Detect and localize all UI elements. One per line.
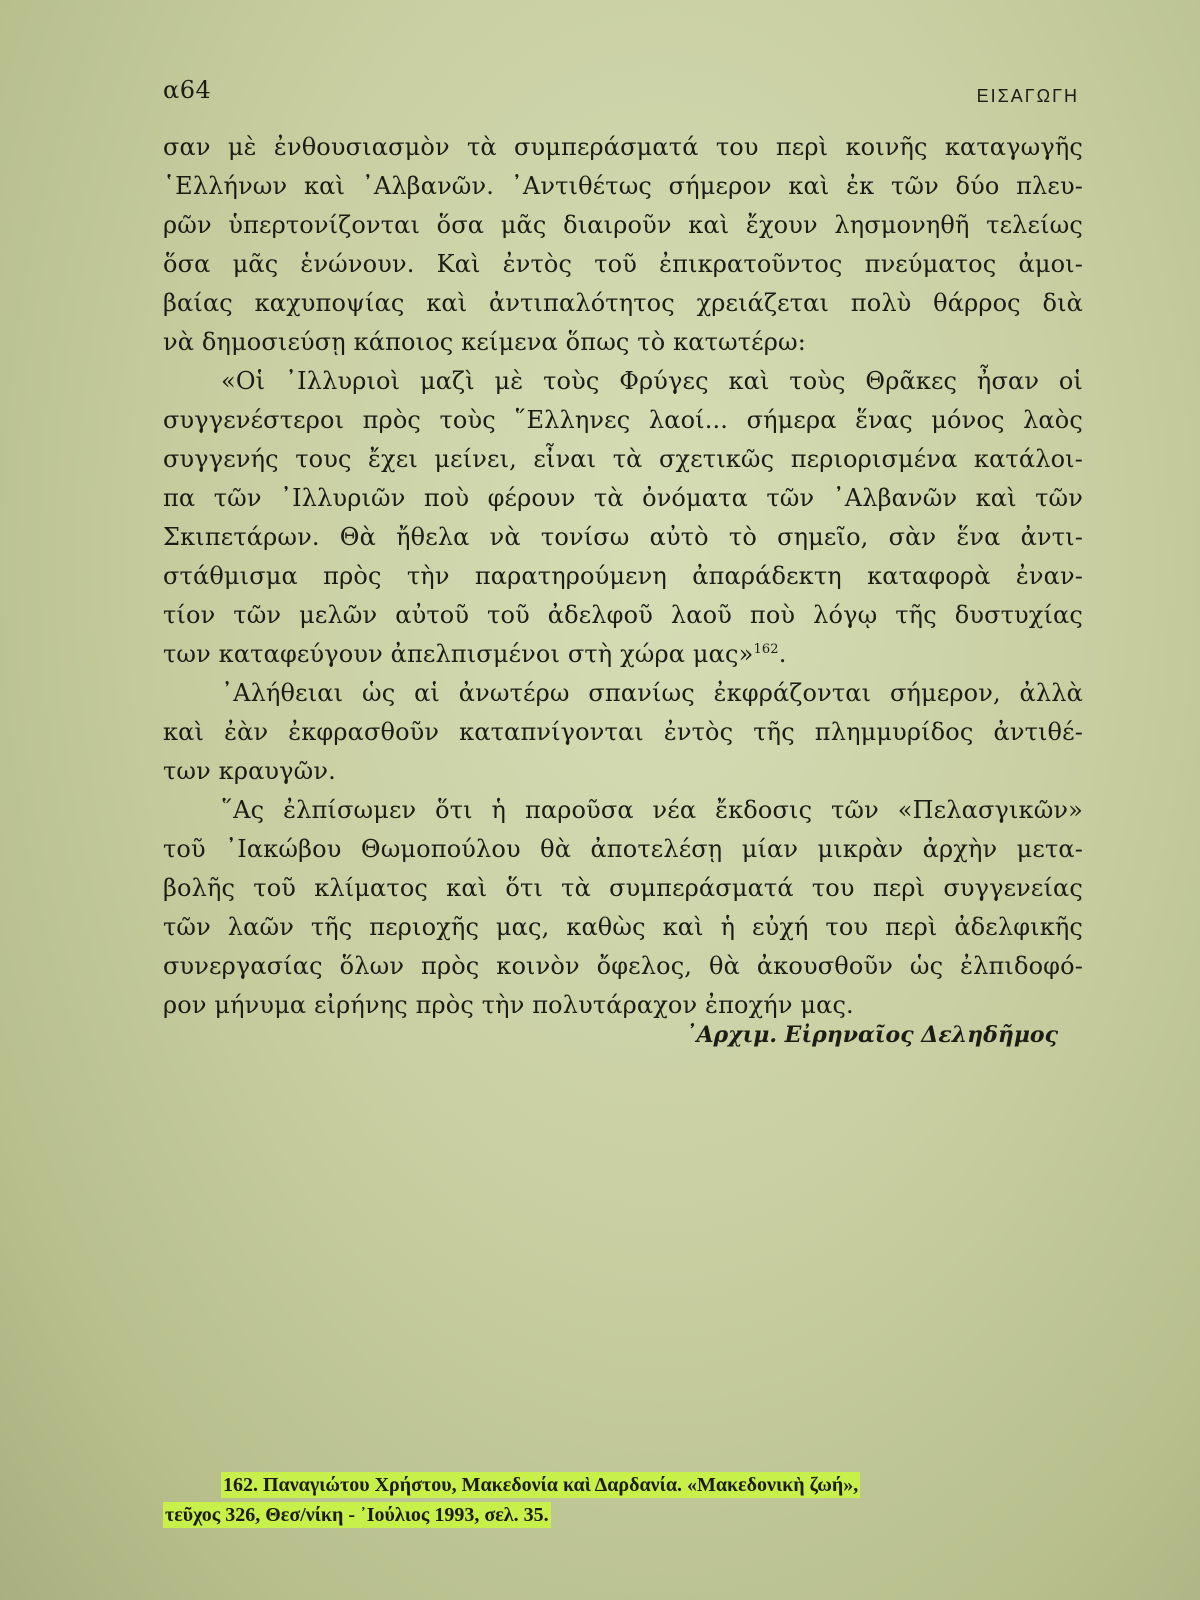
text-line: των καταφεύγουν ἀπελπισμένοι στὴ χώρα μας» <box>163 640 754 668</box>
footnote-line <box>163 1470 1063 1500</box>
text-line: καὶ ἐὰν ἐκφρασθοῦν καταπνίγονται ἐντὸς τῆς πλημμυρίδος ἀντιθέ- <box>163 718 1083 746</box>
text-line: ρον μήνυμα εἰρήνης πρὸς τὴν πολυτάραχον ἐποχήν μας. <box>163 991 854 1019</box>
text-line: τῶν λαῶν τῆς περιοχῆς μας, καθὼς καὶ ἡ εὐχή του περὶ ἀδελφικῆς <box>163 913 1083 941</box>
footnote-highlight: 162. Παναγιώτου Χρήστου, Μακεδονία καὶ Δαρδανία. «Μακεδονικὴ ζωή», <box>223 1474 859 1496</box>
text-line: σαν μὲ ἐνθουσιασμὸν τὰ συμπεράσματά του περὶ κοινῆς καταγωγῆς <box>163 133 1083 161</box>
text-line: τίον τῶν μελῶν αὐτοῦ τοῦ ἀδελφοῦ λαοῦ ποὺ λόγῳ τῆς δυστυχίας <box>163 601 1083 629</box>
text-line: ρῶν ὑπερτονίζονται ὅσα μᾶς διαιροῦν καὶ ἔχουν λησμονηθῆ τελείως <box>163 211 1083 239</box>
footnote-highlight: τεῦχος 326, Θεσ/νίκη - ᾿Ιούλιος 1993, σελ. 35. <box>165 1504 549 1526</box>
footnote-line <box>163 1500 1063 1530</box>
footnote <box>163 1470 1063 1530</box>
author-signature: ᾿Αρχιμ. Εἰρηναῖος Δεληδῆμος <box>685 1022 1058 1048</box>
text-line: συγγενέστεροι πρὸς τοὺς ῞Ελληνες λαοί... σήμερα ἕνας μόνος λαὸς <box>163 406 1083 434</box>
footnote-reference[interactable]: 162 <box>753 642 779 657</box>
text-line: «Οἱ ᾿Ιλλυριοὶ μαζὶ μὲ τοὺς Φρύγες καὶ τοὺς Θρᾶκες ἦσαν οἱ <box>221 367 1083 395</box>
text-line: βαίας καχυποψίας καὶ ἀντιπαλότητος χρειάζεται πολὺ θάρρος διὰ <box>163 289 1083 317</box>
text-line: ῾Ελλήνων καὶ ᾿Αλβανῶν. ᾿Αντιθέτως σήμερον καὶ ἐκ τῶν δύο πλευ- <box>163 172 1083 200</box>
text-line: βολῆς τοῦ κλίματος καὶ ὅτι τὰ συμπεράσματά του περὶ συγγενείας <box>163 874 1083 902</box>
page-header <box>163 76 1083 116</box>
running-head: ΕΙΣΑΓΩΓΗ <box>976 86 1079 106</box>
body-text <box>163 128 1083 1025</box>
text-line: συνεργασίας ὅλων πρὸς κοινὸν ὄφελος, θὰ ἀκουσθοῦν ὡς ἐλπιδοφό- <box>163 952 1083 980</box>
text-line: των κραυγῶν. <box>163 757 336 785</box>
text-line: νὰ δημοσιεύσῃ κάποιος κείμενα ὅπως τὸ κατωτέρω: <box>163 328 806 356</box>
text-line: τοῦ ᾿Ιακώβου Θωμοπούλου θὰ ἀποτελέσῃ μίαν μικρὰν ἀρχὴν μετα- <box>163 835 1083 863</box>
text-line: ῞Ας ἐλπίσωμεν ὅτι ἡ παροῦσα νέα ἔκδοσις τῶν «Πελασγικῶν» <box>221 796 1083 824</box>
footnote-ref-tail: . <box>778 640 787 668</box>
text-line: ᾿Αλήθειαι ὡς αἱ ἀνωτέρω σπανίως ἐκφράζονται σήμερον, ἀλλὰ <box>221 679 1083 707</box>
text-line: Σκιπετάρων. Θὰ ἤθελα νὰ τονίσω αὐτὸ τὸ σημεῖο, σὰν ἕνα ἀντι- <box>163 523 1083 551</box>
page-number: α64 <box>163 76 212 104</box>
text-line: στάθμισμα πρὸς τὴν παρατηρούμενη ἀπαράδεκτη καταφορὰ ἐναν- <box>163 562 1083 590</box>
text-line: ὅσα μᾶς ἑνώνουν. Καὶ ἐντὸς τοῦ ἐπικρατοῦντος πνεύματος ἀμοι- <box>163 250 1083 278</box>
text-line: συγγενής τους ἔχει μείνει, εἶναι τὰ σχετικῶς περιορισμένα κατάλοι- <box>163 445 1083 473</box>
quote-last-line <box>163 635 1083 674</box>
text-line: πα τῶν ᾿Ιλλυριῶν ποὺ φέρουν τὰ ὀνόματα τῶν ᾿Αλβανῶν καὶ τῶν <box>163 484 1083 512</box>
